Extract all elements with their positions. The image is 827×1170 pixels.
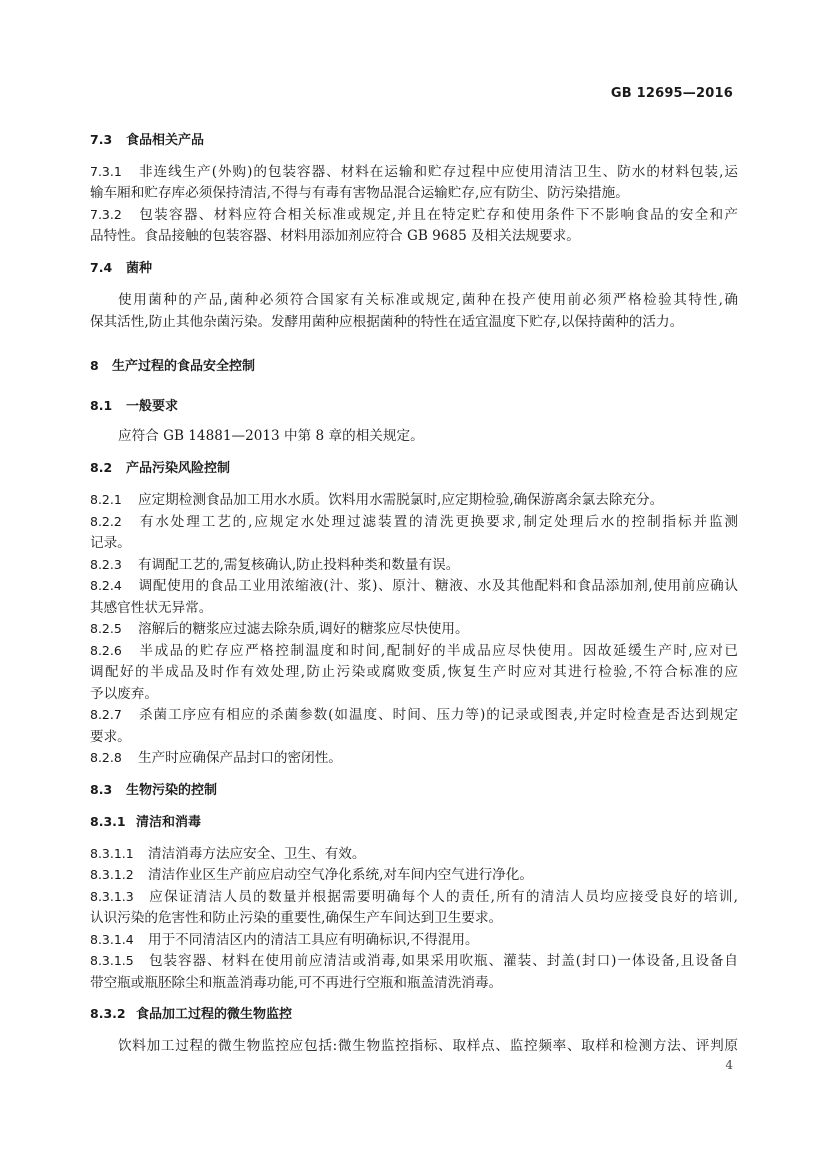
clause-7-3-1: 7.3.1 非连线生产(外购)的包装容器、材料在运输和贮存过程中应使用清洁卫生、防水的材料包装,运 <box>90 164 738 180</box>
clause-8-3-1-5: 8.3.1.5 包装容器、材料在使用前应清洁或消毒,如果采用吹瓶、灌装、封盖(封口)一体设备,且设备自 <box>90 953 738 969</box>
section-heading-8-3-1: 8.3.1 清洁和消毒 <box>90 814 202 830</box>
chapter-heading-8: 8 生产过程的食品安全控制 <box>90 358 256 374</box>
clause-8-2-4: 8.2.4 调配使用的食品工业用浓缩液(汁、浆)、原汁、糖液、水及其他配料和食品添加剂,使用前应确认 <box>90 578 738 594</box>
clause-8-3-1-1: 8.3.1.1 清洁消毒方法应安全、卫生、有效。 <box>90 846 366 862</box>
clause-8-3-1-5-cont: 带空瓶或瓶胚除尘和瓶盖消毒功能,可不再进行空瓶和瓶盖清洗消毒。 <box>90 975 503 991</box>
section-heading-8-1: 8.1 一般要求 <box>90 398 179 414</box>
clause-8-2-7-cont: 要求。 <box>90 729 131 745</box>
clause-8-2-6-cont2: 予以废弃。 <box>90 686 158 702</box>
standard-code: GB 12695—2016 <box>610 86 733 101</box>
page-number: 4 <box>725 1058 733 1072</box>
clause-8-2-8: 8.2.8 生产时应确保产品封口的密闭性。 <box>90 750 342 766</box>
section-heading-8-2: 8.2 产品污染风险控制 <box>90 460 231 476</box>
clause-8-3-1-3-cont: 认识污染的危害性和防止污染的重要性,确保生产车间达到卫生要求。 <box>90 910 503 926</box>
clause-8-2-7: 8.2.7 杀菌工序应有相应的杀菌参数(如温度、时间、压力等)的记录或图表,并定时检查是否达到规定 <box>90 707 738 723</box>
clause-8-2-1: 8.2.1 应定期检测食品加工用水水质。饮料用水需脱氯时,应定期检验,确保游离余氯去除充分。 <box>90 492 664 508</box>
clause-8-2-5: 8.2.5 溶解后的糖浆应过滤去除杂质,调好的糖浆应尽快使用。 <box>90 621 469 637</box>
clause-7-3-2: 7.3.2 包装容器、材料应符合相关标准或规定,并且在特定贮存和使用条件下不影响食品的安全和产 <box>90 207 738 223</box>
clause-8-2-2: 8.2.2 有水处理工艺的,应规定水处理过滤装置的清洗更换要求,制定处理后水的控制指标并监测 <box>90 514 738 530</box>
section-heading-7-4: 7.4 菌种 <box>90 260 153 276</box>
clause-8-2-4-cont: 其感官性状无异常。 <box>90 600 213 616</box>
paragraph-7-4: 使用菌种的产品,菌种必须符合国家有关标准或规定,菌种在投产使用前必须严格检验其特性,确 <box>118 292 738 308</box>
clause-8-2-3: 8.2.3 有调配工艺的,需复核确认,防止投料种类和数量有误。 <box>90 557 460 573</box>
clause-8-2-2-cont: 记录。 <box>90 535 131 551</box>
clause-8-2-6-cont: 调配好的半成品及时作有效处理,防止污染或腐败变质,恢复生产时应对其进行检验,不符合标准的应 <box>90 664 738 680</box>
clause-8-3-1-3: 8.3.1.3 应保证清洁人员的数量并根据需要明确每个人的责任,所有的清洁人员均应接受良好的培训, <box>90 889 738 905</box>
clause-7-3-1-cont: 输车厢和贮存库必须保持清洁,不得与有毒有害物品混合运输贮存,应有防尘、防污染措施。 <box>90 185 629 201</box>
section-heading-7-3: 7.3 食品相关产品 <box>90 132 205 148</box>
paragraph-7-4-cont: 保其活性,防止其他杂菌污染。发酵用菌种应根据菌种的特性在适宜温度下贮存,以保持菌种的活力。 <box>90 314 684 330</box>
section-heading-8-3-2: 8.3.2 食品加工过程的微生物监控 <box>90 1006 293 1022</box>
clause-8-3-1-4: 8.3.1.4 用于不同清洁区内的清洁工具应有明确标识,不得混用。 <box>90 932 479 948</box>
clause-8-3-1-2: 8.3.1.2 清洁作业区生产前应启动空气净化系统,对车间内空气进行净化。 <box>90 867 533 883</box>
clause-8-2-6: 8.2.6 半成品的贮存应严格控制温度和时间,配制好的半成品应尽快使用。因故延缓生产时,应对已 <box>90 643 738 659</box>
paragraph-8-3-2: 饮料加工过程的微生物监控应包括:微生物监控指标、取样点、监控频率、取样和检测方法、评判原 <box>118 1038 738 1054</box>
section-heading-8-3: 8.3 生物污染的控制 <box>90 782 218 798</box>
paragraph-8-1: 应符合 GB 14881—2013 中第 8 章的相关规定。 <box>118 428 424 444</box>
clause-7-3-2-cont: 品特性。食品接触的包装容器、材料用添加剂应符合 GB 9685 及相关法规要求。 <box>90 228 580 244</box>
